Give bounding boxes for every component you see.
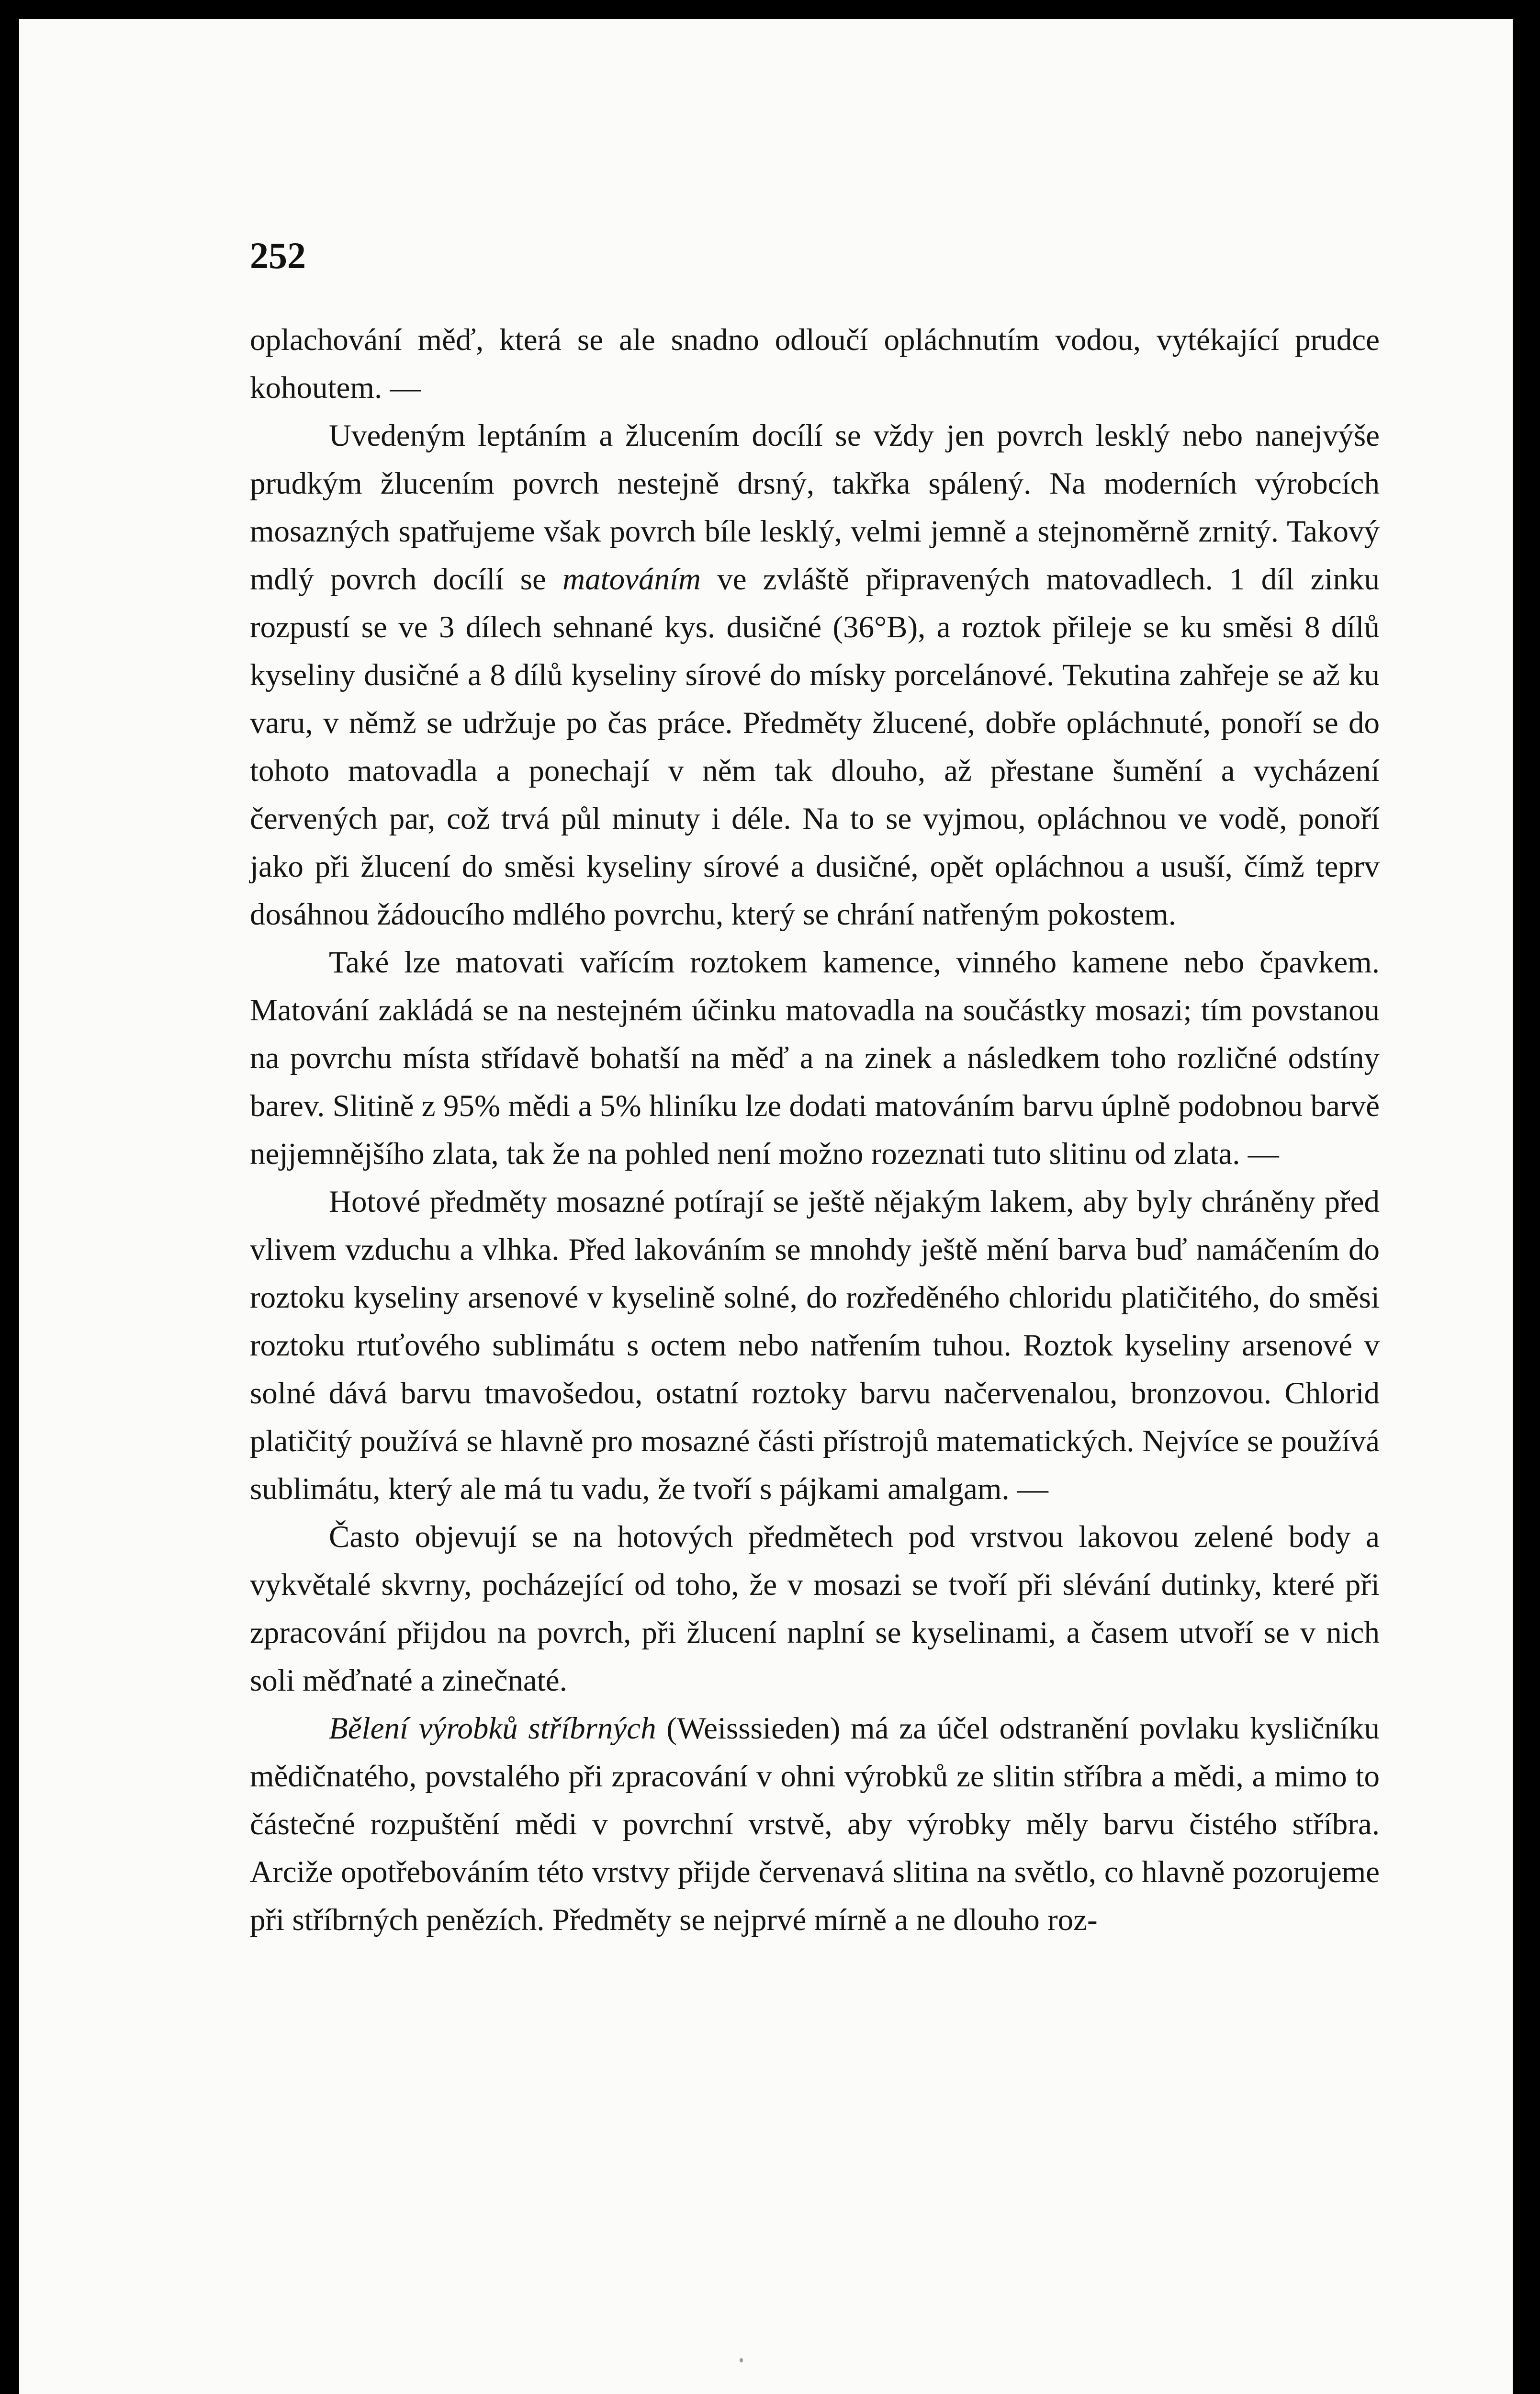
body-text xyxy=(250,316,1380,1944)
paragraph-4-text: Hotové předměty mosazné potírají se ještě nějakým lakem, aby byly chráněny před vlivem vzduchu a vlhka. Před lakováním se mnohdy ještě mění barva buď namáčením do roztoku kyseliny arsenové v kyselině solné, do rozředěného chloridu platičitého, do směsi roztoku rtuťového sublimátu s octem nebo natřením tuhou. Roztok kyseliny arsenové v solné dává barvu tmavošedou, ostatní roztoky barvu načervenalou, bronzovou. Chlorid platičitý používá se hlavně pro mosazné části přístrojů matematických. Nejvíce se používá sublimátu, který ale má tu vadu, že tvoří s pájkami amalgam. — xyxy=(250,1185,1380,1506)
paragraph-2 xyxy=(250,412,1380,938)
paragraph-6-text: (Weisssieden) má za účel odstranění povlaku kysličníku mědičnatého, povstalého při zpracování v ohni výrobků ze slitin stříbra a mědi, a mimo to částečné rozpuštění mědi v povrchní vrstvě, aby výrobky měly barvu čistého stříbra. Arciže opotřebováním této vrstvy přijde červenavá slitina na světlo, co hlavně pozorujeme při stříbrných penězích. Předměty se nejprvé mírně a ne dlouho roz- xyxy=(250,1711,1380,1937)
paragraph-6 xyxy=(250,1705,1380,1944)
paragraph-1-text: oplachování měď, která se ale snadno odloučí opláchnutím vodou, vytékající prudce kohoutem. — xyxy=(250,323,1380,405)
paragraph-5-text: Často objevují se na hotových předmětech pod vrstvou lakovou zelené body a vykvětalé skvrny, pocházející od toho, že v mosazi se tvoří při slévání dutinky, které při zpracování přijdou na povrch, při žlucení naplní se kyselinami, a časem utvoří se v nich soli měďnaté a zinečnaté. xyxy=(250,1520,1380,1698)
paragraph-5 xyxy=(250,1513,1380,1705)
paragraph-4 xyxy=(250,1178,1380,1513)
paragraph-2-text: Uvedeným leptáním a žlucením docílí se vždy jen povrch lesklý nebo nanejvýše prudkým žlucením povrch nestejně drsný, takřka spálený. Na moderních výrobcích mosazných spatřujeme však povrch bíle lesklý, velmi jemně a stejnoměrně zrnitý. Takový mdlý povrch docílí se xyxy=(250,418,1380,597)
book-page xyxy=(19,19,1513,2394)
paragraph-2-text-after: ve zvláště připravených matovadlech. 1 díl zinku rozpustí se ve 3 dílech sehnané kys. dusičné (36°B), a roztok přileje se ku směsi 8 dílů kyseliny dusičné a 8 dílů kyseliny sírové do mísky porcelánové. Tekutina zahřeje se až ku varu, v němž se udržuje po čas práce. Předměty žlucené, dobře opláchnuté, ponoří se do tohoto matovadla a ponechají v něm tak dlouho, až přestane šumění a vycházení červených par, což trvá půl minuty i déle. Na to se vyjmou, opláchnou ve vodě, ponoří jako při žlucení do směsi kyseliny sírové a dusičné, opět opláchnou a usuší, čímž teprv dosáhnou žádoucího mdlého povrchu, který se chrání natřeným pokostem. xyxy=(250,562,1380,932)
paragraph-6-italic-lead: Bělení výrobků stříbrných xyxy=(329,1711,656,1746)
paragraph-2-italic-term: matováním xyxy=(562,562,701,597)
page-number: 252 xyxy=(250,235,306,276)
paper-speck xyxy=(740,2358,743,2362)
paragraph-1 xyxy=(250,316,1380,412)
paragraph-3-text: Také lze matovati vařícím roztokem kamence, vinného kamene nebo čpavkem. Matování zakládá se na nestejném účinku matovadla na součástky mosazi; tím povstanou na povrchu místa střídavě bohatší na měď a na zinek a následkem toho rozličné odstíny barev. Slitině z 95% mědi a 5% hliníku lze dodati matováním barvu úplně podobnou barvě nejjemnějšího zlata, tak že na pohled není možno rozeznati tuto slitinu od zlata. — xyxy=(250,945,1380,1171)
paragraph-3 xyxy=(250,938,1380,1178)
